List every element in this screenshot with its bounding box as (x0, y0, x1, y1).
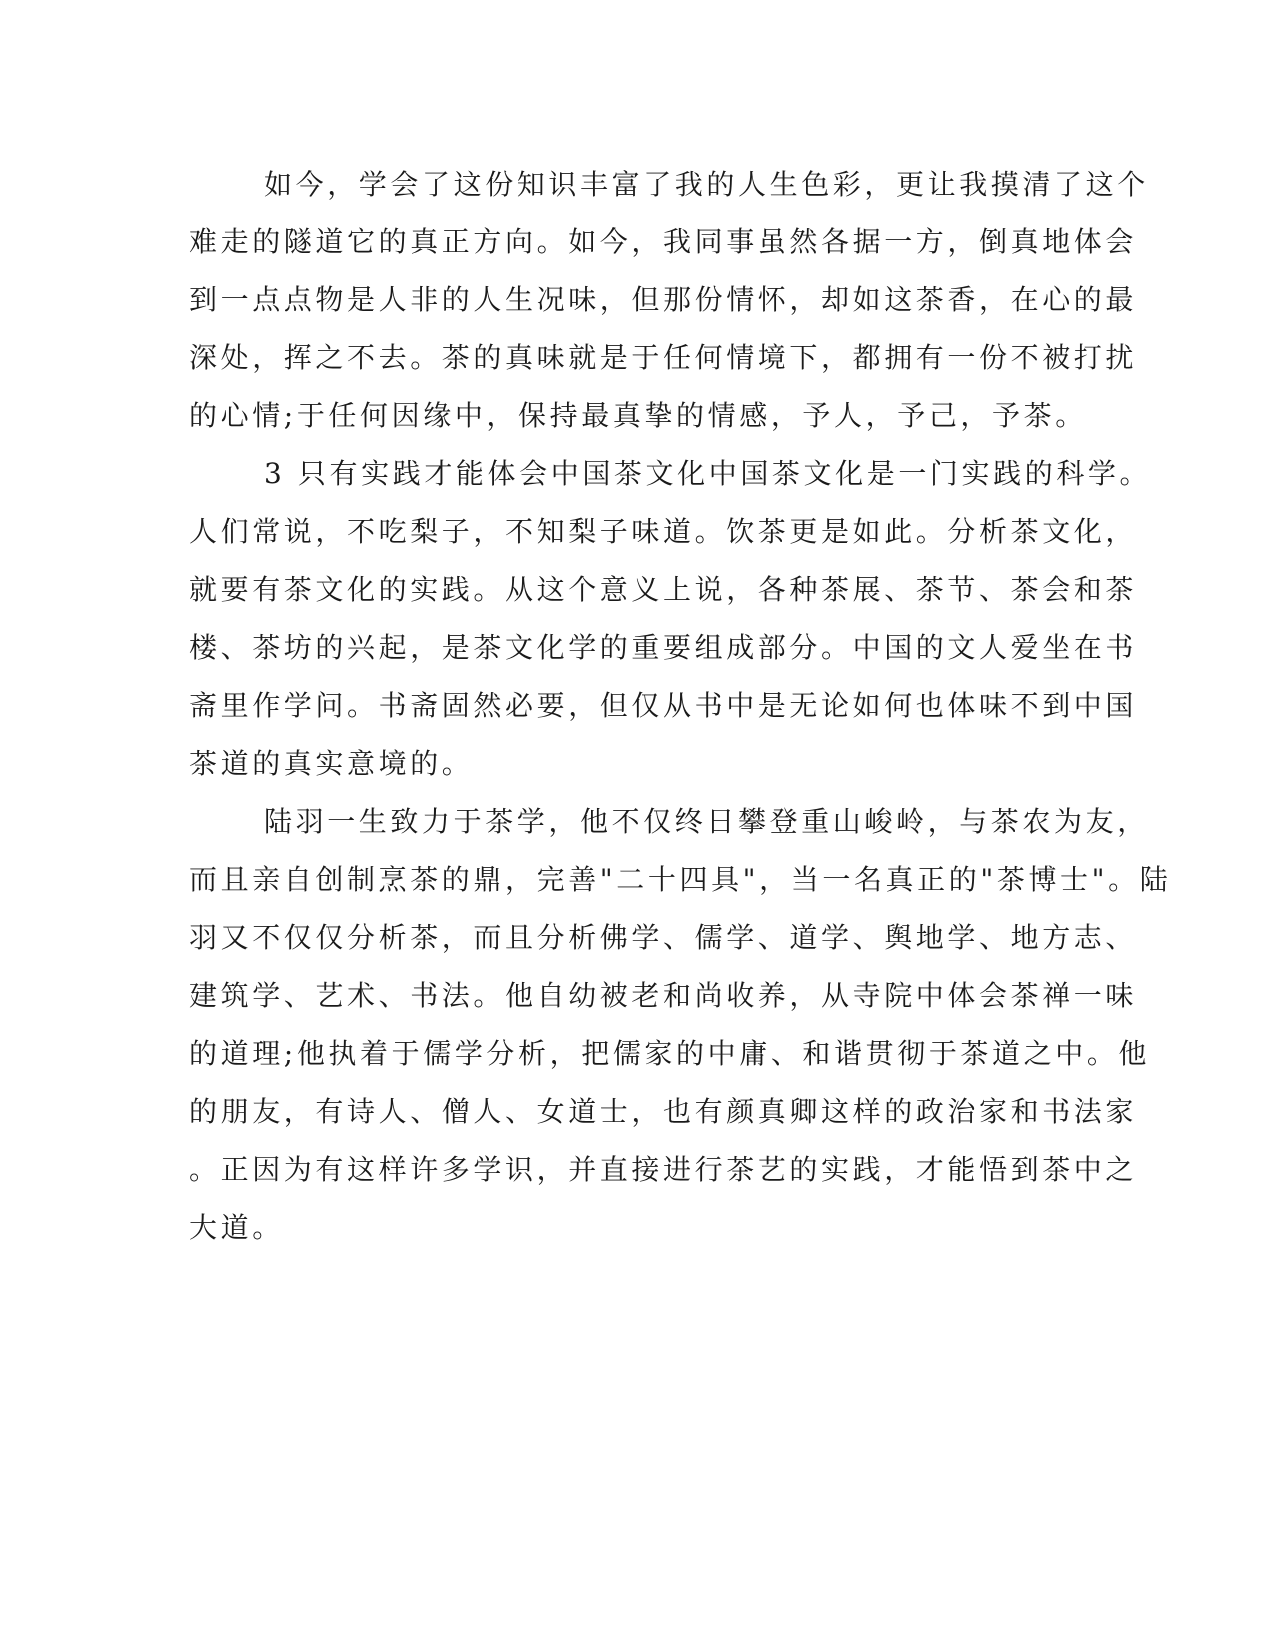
text-line: 3 只有实践才能体会中国茶文化中国茶文化是一门实践的科学。 (264, 457, 1152, 490)
text-line: 深处，挥之不去。茶的真味就是于任何情境下，都拥有一份不被打扰 (189, 341, 1138, 374)
text-line: 楼、茶坊的兴起，是茶文化学的重要组成部分。中国的文人爱坐在书 (189, 631, 1138, 664)
text-line: 茶道的真实意境的。 (189, 747, 474, 780)
text-line: 而且亲自创制烹茶的鼎，完善"二十四具"，当一名真正的"茶博士"。陆 (189, 863, 1172, 896)
text-line: 难走的隧道它的真正方向。如今，我同事虽然各据一方，倒真地体会 (189, 225, 1138, 258)
text-line: 就要有茶文化的实践。从这个意义上说，各种茶展、茶节、茶会和茶 (189, 573, 1138, 606)
text-line: 斋里作学问。书斋固然必要，但仅从书中是无论如何也体味不到中国 (189, 689, 1138, 722)
text-line: 的道理;他执着于儒学分析，把儒家的中庸、和谐贯彻于茶道之中。他 (189, 1037, 1151, 1070)
text-line: 的朋友，有诗人、僧人、女道士，也有颜真卿这样的政治家和书法家 (189, 1095, 1138, 1128)
text-line: 。正因为有这样许多学识，并直接进行茶艺的实践，才能悟到茶中之 (189, 1153, 1138, 1186)
text-line: 如今，学会了这份知识丰富了我的人生色彩，更让我摸清了这个 (264, 168, 1149, 201)
text-line: 建筑学、艺术、书法。他自幼被老和尚收养，从寺院中体会茶禅一味 (189, 979, 1138, 1012)
text-line: 人们常说，不吃梨子，不知梨子味道。饮茶更是如此。分析茶文化， (189, 515, 1138, 548)
text-line: 羽又不仅仅分析茶，而且分析佛学、儒学、道学、舆地学、地方志、 (189, 921, 1138, 954)
text-line: 到一点点物是人非的人生况味，但那份情怀，却如这茶香，在心的最 (189, 283, 1138, 316)
text-line: 大道。 (189, 1211, 284, 1244)
text-line: 的心情;于任何因缘中，保持最真挚的情感，予人，予己，予茶。 (189, 399, 1087, 432)
text-line: 陆羽一生致力于茶学，他不仅终日攀登重山峻岭，与茶农为友， (264, 805, 1149, 838)
